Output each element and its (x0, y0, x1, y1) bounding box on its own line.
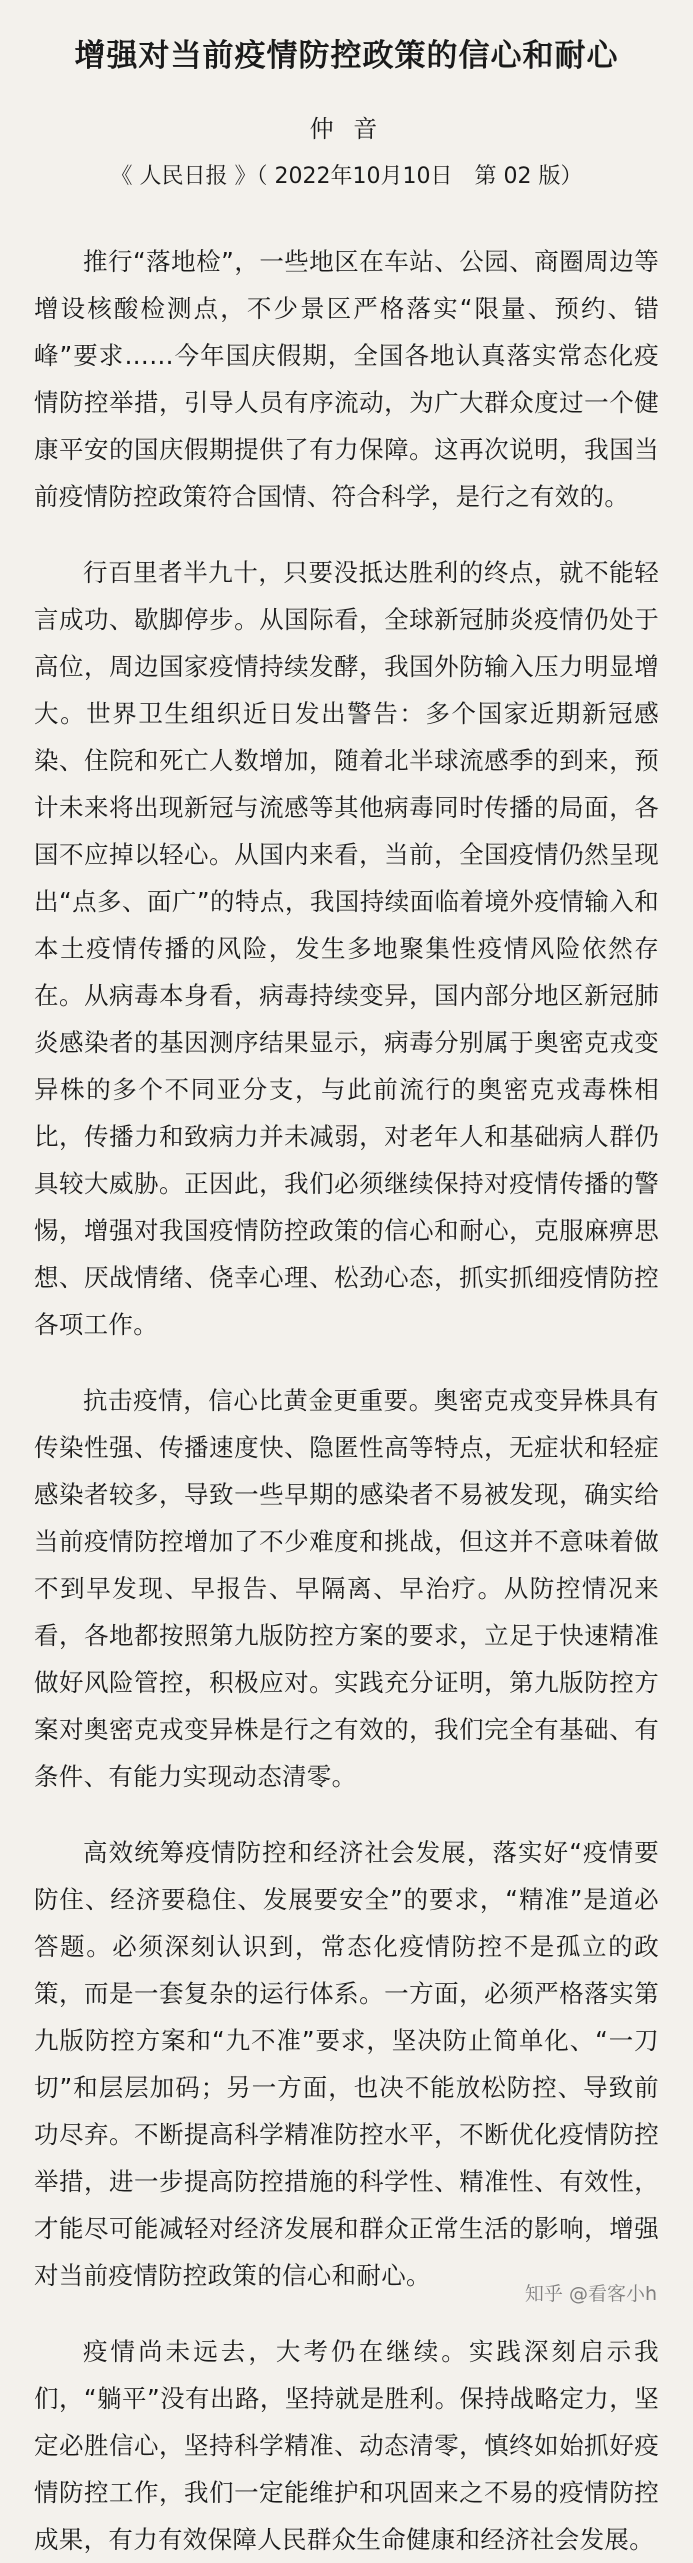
article-source: 《 人民日报 》（ 2022年10月10日 第 02 版） (110, 164, 583, 189)
article-paragraph: 推行“落地检”，一些地区在车站、公园、商圈周边等增设核酸检测点，不少景区严格落实“限量、预约、错峰”要求……今年国庆假期，全国各地认真落实常态化疫情防控举措，引导人员有序流动，为广大群众度过一个健康平安的国庆假期提供了有力保障。这再次说明，我国当前疫情防控政策符合国情、符合科学，是行之有效的。 (34, 247, 659, 511)
watermark: 知乎 @看客小h (525, 2279, 657, 2306)
article-paragraph: 疫情尚未远去，大考仍在继续。实践深刻启示我们，“躺平”没有出路，坚持就是胜利。保持战略定力，坚定必胜信心，坚持科学精准、动态清零，慎终如始抓好疫情防控工作，我们一定能维护和巩固来之不易的疫情防控成果，有力有效保障人民群众生命健康和经济社会发展。 (34, 2337, 659, 2554)
article-paragraph: 抗击疫情，信心比黄金更重要。奥密克戎变异株具有传染性强、传播速度快、隐匿性高等特点，无症状和轻症感染者较多，导致一些早期的感染者不易被发现，确实给当前疫情防控增加了不少难度和挑战，但这并不意味着做不到早发现、早报告、早隔离、早治疗。从防控情况来看，各地都按照第九版防控方案的要求，立足于快速精准做好风险管控，积极应对。实践充分证明，第九版防控方案对奥密克戎变异株是行之有效的，我们完全有基础、有条件、有能力实现动态清零。 (34, 1386, 659, 1791)
article-paragraph: 行百里者半九十，只要没抵达胜利的终点，就不能轻言成功、歇脚停步。从国际看，全球新冠肺炎疫情仍处于高位，周边国家疫情持续发酵，我国外防输入压力明显增大。世界卫生组织近日发出警告：多个国家近期新冠感染、住院和死亡人数增加，随着北半球流感季的到来，预计未来将出现新冠与流感等其他病毒同时传播的局面，各国不应掉以轻心。从国内来看，当前，全国疫情仍然呈现出“点多、面广”的特点，我国持续面临着境外疫情输入和本土疫情传播的风险，发生多地聚集性疫情风险依然存在。从病毒本身看，病毒持续变异，国内部分地区新冠肺炎感染者的基因测序结果显示，病毒分别属于奥密克戎变异株的多个不同亚分支，与此前流行的奥密克戎毒株相比，传播力和致病力并未减弱，对老年人和基础病人群仍具较大威胁。正因此，我们必须继续保持对疫情传播的警惕，增强对我国疫情防控政策的信心和耐心，克服麻痹思想、厌战情绪、侥幸心理、松劲心态，抓实抓细疫情防控各项工作。 (34, 558, 659, 1339)
article-paragraph: 高效统筹疫情防控和经济社会发展，落实好“疫情要防住、经济要稳住、发展要安全”的要求，“精准”是道必答题。必须深刻认识到，常态化疫情防控不是孤立的政策，而是一套复杂的运行体系。一方面，必须严格落实第九版防控方案和“九不准”要求，坚决防止简单化、“一刀切”和层层加码；另一方面，也决不能放松防控、导致前功尽弃。不断提高科学精准防控水平，不断优化疫情防控举措，进一步提高防控措施的科学性、精准性、有效性，才能尽可能减轻对经济发展和群众正常生活的影响，增强对当前疫情防控政策的信心和耐心。 (34, 1838, 659, 2290)
article-author: 仲 音 (309, 115, 384, 143)
article-title: 增强对当前疫情防控政策的信心和耐心 (74, 38, 619, 74)
